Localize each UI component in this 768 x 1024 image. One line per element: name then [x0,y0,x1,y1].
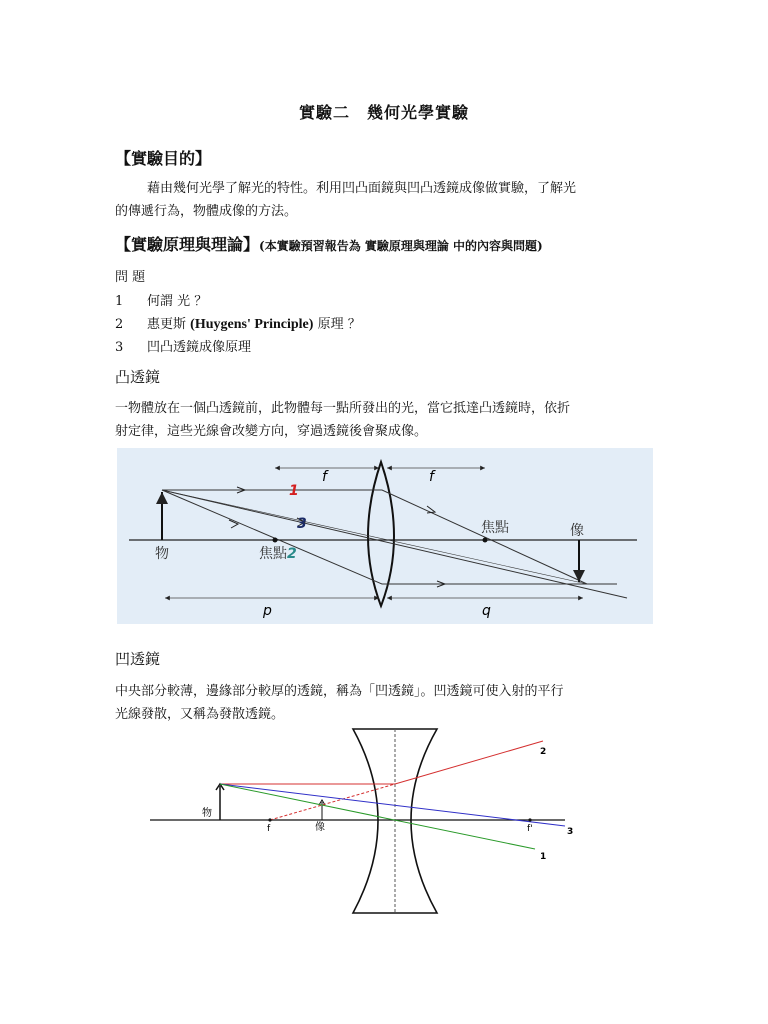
label-f-right: f [429,469,434,485]
label-p: p [263,603,272,619]
theory-note: (本實驗預習報告為 實驗原理與理論 中的內容與問題) [259,239,543,253]
label-ray-1: 1 [289,483,299,499]
ray-2-refracted [395,741,543,784]
concave-heading: 凹透鏡 [115,650,161,668]
label-ray-3: 3 [297,516,307,532]
convex-heading: 凸透鏡 [115,368,161,386]
question-2 [115,313,361,333]
question-text: 何謂 光 ？ [147,294,208,309]
question-text-post: 原理 ？ [317,317,361,332]
focus-point-right [528,818,531,821]
label-focus-right: 焦點 [481,520,509,536]
question-3 [115,336,251,355]
label-image: 像 [315,822,325,833]
label-f-right: f' [527,824,533,834]
question-text-pre: 惠更斯 [147,317,187,332]
question-number: 3 [115,340,124,355]
purpose-text-line-1: 藉由幾何光學了解光的特性。利用凹凸面鏡與凹凸透鏡成像做實驗，了解光 [147,181,577,196]
label-image: 像 [570,523,584,539]
focus-point-left [273,538,278,543]
purpose-heading: 【實驗目的】 [115,149,212,168]
convex-text-line-1: 一物體放在一個凸透鏡前，此物體每一點所發出的光，當它抵達凸透鏡時，依折 [115,401,571,416]
question-number: 1 [115,294,124,309]
label-ray-2: 2 [287,546,297,562]
convex-text-line-2: 射定律，這些光線會改變方向，穿過透鏡後會聚成像。 [115,424,428,439]
purpose-text-line-2: 的傳遞行為，物體成像的方法。 [115,204,298,219]
theory-heading-row [115,232,543,255]
convex-lens-figure [117,448,653,624]
label-ray-3: 3 [567,827,574,837]
concave-lens-figure [145,724,595,918]
label-object: 物 [155,546,169,562]
question-text-bold: (Huygens' Principle) [190,317,314,332]
question-1 [115,290,207,309]
label-f-left: f [322,469,327,485]
questions-heading: 問 題 [115,270,146,285]
concave-text-line-1: 中央部分較薄，邊緣部分較厚的透鏡，稱為「凹透鏡」。凹透鏡可使入射的平行 [115,684,564,699]
focus-point-left [268,818,271,821]
label-object: 物 [202,808,212,819]
label-q: q [482,603,491,619]
label-focus-left: 焦點 [259,546,287,562]
question-text: 凹凸透鏡成像原理 [147,340,252,355]
label-ray-2: 2 [540,747,547,757]
question-number: 2 [115,317,124,332]
focus-point-right [483,538,488,543]
label-f-left: f [267,824,271,834]
theory-heading: 【實驗原理與理論】 [115,235,260,254]
label-ray-1: 1 [540,852,547,862]
concave-text-line-2: 光線發散，又稱為發散透鏡。 [115,707,285,722]
page-title: 實驗二 幾何光學實驗 [298,103,469,122]
